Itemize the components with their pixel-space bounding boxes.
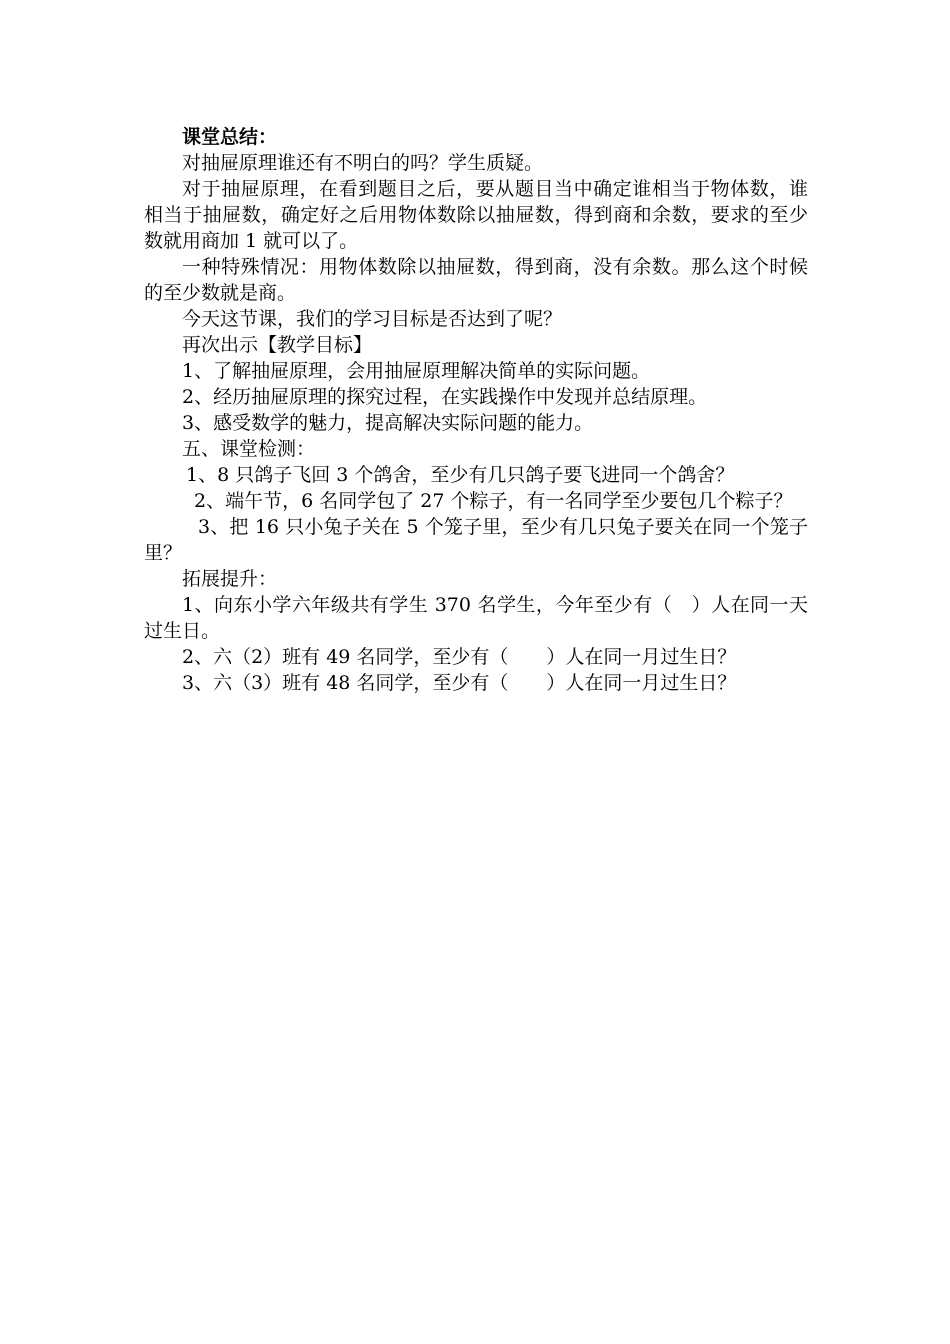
summary-paragraph: 再次出示【教学目标】: [182, 334, 373, 356]
goal-item: 1、了解抽屉原理，会用抽屉原理解决简单的实际问题。: [182, 360, 651, 382]
document-body: [144, 124, 808, 696]
check-heading: 五、课堂检测：: [182, 438, 316, 460]
goal-item: 3、感受数学的魅力，提高解决实际问题的能力。: [182, 412, 594, 434]
summary-paragraph: 对抽屉原理谁还有不明白的吗？学生质疑。: [182, 152, 544, 174]
goal-item: 2、经历抽屉原理的探究过程，在实践操作中发现并总结原理。: [182, 386, 708, 408]
check-item: 2、端午节，6 名同学包了 27 个粽子，有一名同学至少要包几个粽子？: [194, 490, 793, 512]
summary-paragraph: 对于抽屉原理，在看到题目之后，要从题目当中确定谁相当于物体数，谁相当于抽屉数，确定好之后用物体数除以抽屉数，得到商和余数，要求的至少数就用商加 1 就可以了。: [144, 178, 808, 252]
extend-item: 2、六（2）班有 49 名同学，至少有（ ）人在同一月过生日？: [182, 646, 737, 668]
extend-item: 1、向东小学六年级共有学生 370 名学生，今年至少有（ ）人在同一天过生日。: [144, 594, 808, 642]
extend-heading: 拓展提升：: [182, 568, 278, 590]
summary-paragraph: 一种特殊情况：用物体数除以抽屉数，得到商，没有余数。那么这个时候的至少数就是商。: [144, 256, 808, 304]
check-item: 3、把 16 只小兔子关在 5 个笼子里，至少有几只兔子要关在同一个笼子里？: [144, 516, 808, 564]
check-item: 1、8 只鸽子飞回 3 个鸽舍，至少有几只鸽子要飞进同一个鸽舍？: [186, 464, 735, 486]
summary-heading: 课堂总结：: [182, 126, 278, 148]
extend-item: 3、六（3）班有 48 名同学，至少有（ ）人在同一月过生日？: [182, 672, 737, 694]
summary-paragraph: 今天这节课，我们的学习目标是否达到了呢？: [182, 308, 563, 330]
